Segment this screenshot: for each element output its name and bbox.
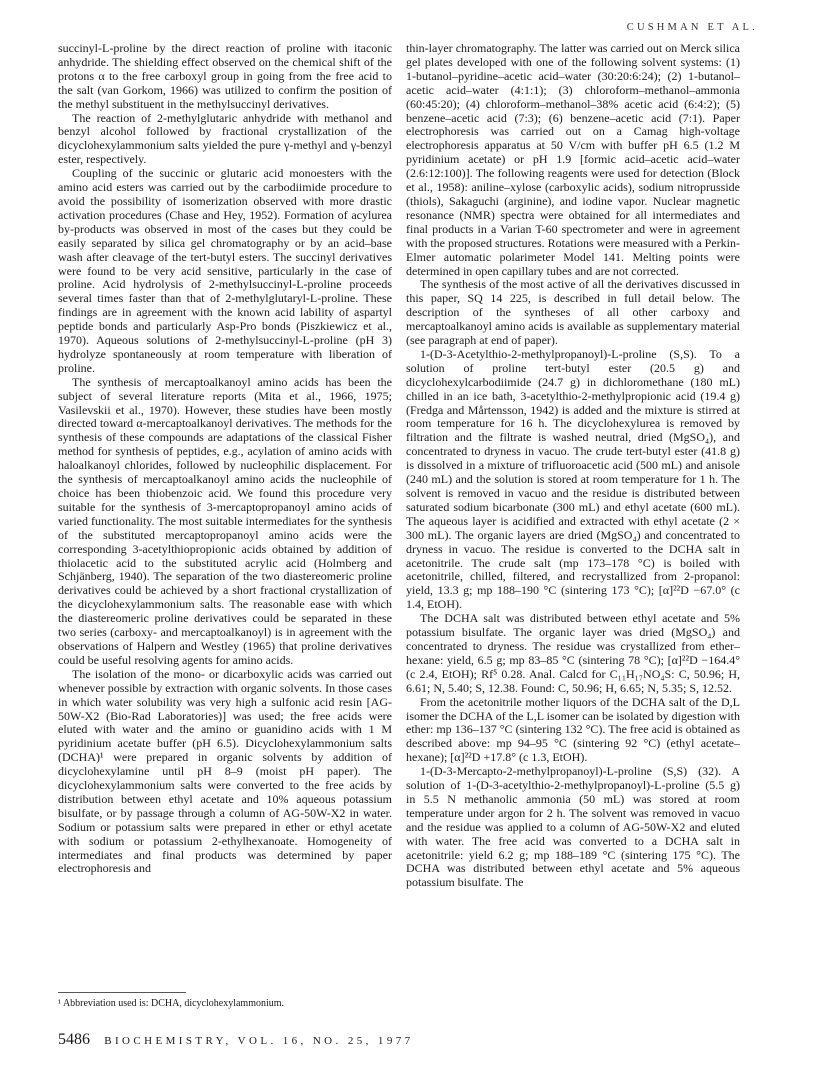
paragraph: The DCHA salt was distributed between ethyl acetate and 5% potassium bisulfate. The organic layer was dried (MgSO₄) and concentrated to dryness. The residue was crystallized from ether–hexane: yield, 6.5 g; mp 83–85 °C (sintering 78 °C); [α]²²D −164.4° (c 2.4, EtOH); Rf⁵ 0.28. Anal. Calcd for C₁₁H₁₇NO₄S: C, 50.96; H, 6.61; N, 5.40; S, 12.38. Found: C, 50.96; H, 6.65; N, 5.35; S, 12.52.	[406, 611, 740, 695]
paragraph: From the acetonitrile mother liquors of the DCHA salt of the D,L isomer the DCHA of the L,L isomer can be isolated by digestion with ether: mp 136–137 °C (sintering 132 °C). The free acid is obtained as described above: mp 94–95 °C (sintering 92 °C) (ethyl acetate–hexane); [α]²²D +17.8° (c 1.3, EtOH).	[406, 694, 740, 765]
footnote-divider	[58, 992, 186, 993]
journal-citation: BIOCHEMISTRY, VOL. 16, NO. 25, 1977	[104, 1035, 414, 1047]
paragraph: The reaction of 2-methylglutaric anhydride with methanol and benzyl alcohol followed by fractional crystallization of the dicyclohexylammonium salts yielded the pure γ-methyl and γ-benzyl ester, respectively.	[58, 110, 392, 167]
running-head: CUSHMAN ET AL.	[626, 22, 758, 33]
left-column	[58, 42, 392, 876]
footnote: ¹ Abbreviation used is: DCHA, dicyclohexylammonium.	[58, 998, 285, 1009]
paragraph: The isolation of the mono- or dicarboxylic acids was carried out whenever possible by extraction with organic solvents. In those cases in which water solubility was very high a sulfonic acid resin [AG-50W-X2 (Bio-Rad Laboratories)] was used; the free acids were eluted with water and the amino or guanidino acids with 1 M pyridinium acetate buffer (pH 6.5). Dicyclohexylammonium salts (DCHA)¹ were prepared in organic solvents by addition of dicyclohexylamine until pH 8–9 (moist pH paper). The dicyclohexylammonium salts were converted to the free acids by distribution between ethyl acetate and 10% aqueous potassium bisulfate, or by passage through a column of AG-50W-X2 in water. Sodium or potassium salts were prepared in ether or ethyl acetate with sodium or potassium 2-ethylhexanoate. Homogeneity of intermediates and final products was determined by paper electrophoresis and	[58, 666, 392, 876]
paragraph: Coupling of the succinic or glutaric acid monoesters with the amino acid esters was carried out by the carbodiimide procedure to avoid the possibility of isomerization observed with more drastic activation procedures (Chase and Hey, 1952). Formation of acylurea by-products was observed in most of the cases but they could be easily separated by silica gel chromatography or by an acid–base wash after cleavage of the tert-butyl esters. The succinyl derivatives were found to be very acid sensitive, particularly in the case of proline. Acid hydrolysis of 2-methylsuccinyl-L-proline proceeds several times faster than that of 2-methylglutaryl-L-proline. These findings are in agreement with the known acid lability of aspartyl peptide bonds and particularly Asp-Pro bonds (Piszkiewicz et al., 1970). Aqueous solutions of 2-methylsuccinyl-L-proline (pH 3) hydrolyze spontaneously at room temperature with liberation of proline.	[58, 166, 392, 375]
page-footer	[58, 1031, 414, 1049]
paragraph: The synthesis of mercaptoalkanoyl amino acids has been the subject of several literature reports (Mita et al., 1966, 1975; Vasilevskii et al., 1970). However, these studies have been mostly directed toward α-mercaptoalkanoyl derivatives. The methods for the synthesis of these compounds are adaptations of the classical Fisher method for synthesis of peptides, e.g., acylation of amino acids with haloalkanoyl chlorides, followed by nucleophilic displacement. For the synthesis of mercaptoalkanoyl amino acids the nucleophile of choice has been thiobenzoic acid. We found this procedure very suitable for the synthesis of 3-mercaptopropanoyl amino acids of varied functionality. The most suitable intermediates for the synthesis of the substituted mercaptopropanoyl amino acids were the corresponding 3-acetylthiopropionic acids obtained by addition of thiolacetic acid to the substituted acrylic acid (Holmberg and Schjänberg, 1940). The separation of the two diastereomeric proline derivatives could be achieved by a short fractional crystallization of the dicyclohexylammonium salts. The reasonable ease with which the diastereomeric proline derivatives could be separated in these two series (carboxy- and mercaptoalkanoyl) is in agreement with the observations of Halpern and Westley (1965) that proline derivatives could be useful resolving agents for amino acids.	[58, 374, 392, 667]
paragraph: succinyl-L-proline by the direct reaction of proline with itaconic anhydride. The shielding effect observed on the chemical shift of the protons α to the free carboxyl group in going from the free acid to the salt (van Gorkom, 1966) was utilized to confirm the position of the methyl substituent in the methylsuccinyl derivatives.	[58, 41, 392, 111]
paragraph: The synthesis of the most active of all the derivatives discussed in this paper, SQ 14 225, is described in full detail below. The description of the syntheses of all other carboxy and mercaptoalkanoyl amino acids is available as supplementary material (see paragraph at end of paper).	[406, 277, 740, 348]
right-column	[406, 42, 740, 890]
paragraph: 1-(D-3-Acetylthio-2-methylpropanoyl)-L-proline (S,S). To a solution of proline tert-butyl ester (20.5 g) and dicyclohexylcarbodiimide (24.7 g) in dichloromethane (180 mL) chilled in an ice bath, 3-acetylthio-2-methylpropionic acid (19.4 g) (Fredga and Mårtensson, 1942) is added and the mixture is stirred at room temperature for 16 h. The dicyclohexylurea is removed by filtration and the filtrate is washed neutral, dried (MgSO₄), and concentrated to dryness in vacuo. The crude tert-butyl ester (41.8 g) is dissolved in a mixture of trifluoroacetic acid (500 mL) and anisole (240 mL) and the solution is stored at room temperature for 1 h. The solvent is removed in vacuo and the residue is distributed between saturated sodium bicarbonate (300 mL) and ethyl acetate (600 mL). The aqueous layer is acidified and extracted with ethyl acetate (2 × 300 mL). The organic layers are dried (MgSO₄) and concentrated to dryness in vacuo. The residue is converted to the DCHA salt in acetonitrile. The crude salt (mp 173–178 °C) is boiled with acetonitrile, chilled, filtered, and recrystallized from 2-propanol: yield, 13.3 g; mp 188–190 °C (sintering 173 °C); [α]²²D −67.0° (c 1.4, EtOH).	[406, 346, 740, 612]
paragraph: thin-layer chromatography. The latter was carried out on Merck silica gel plates developed with one of the following solvent systems: (1) 1-butanol–pyridine–acetic acid–water (30:20:6:24); (2) 1-butanol–acetic acid–water (4:1:1); (3) chloroform–methanol–ammonia (60:45:20); (4) chloroform–methanol–38% acetic acid (6:4:2); (5) benzene–acetic acid (7:3); (6) benzene–acetic acid (7:1). Paper electrophoresis was carried out on a Camag high-voltage electrophoresis apparatus at 50 V/cm with buffer pH 6.5 (1.2 M pyridinium acetate) or pH 1.9 [formic acid–acetic acid–water (2.6:12:100)]. The following reagents were used for detection (Block et al., 1958): aniline–xylose (carboxylic acids), sodium nitroprusside (thiols), Sakaguchi (arginine), and iodine vapor. Nuclear magnetic resonance (NMR) spectra were obtained for all intermediates and final products in a Varian T-60 spectrometer and were in agreement with the proposed structures. Rotations were measured with a Perkin-Elmer automatic polarimeter Model 141. Melting points were determined in open capillary tubes and are not corrected.	[406, 41, 740, 278]
paragraph: 1-(D-3-Mercapto-2-methylpropanoyl)-L-proline (S,S) (32). A solution of 1-(D-3-acetylthio-2-methylpropanoyl)-L-proline (5.5 g) in 5.5 N methanolic ammonia (50 mL) was stored at room temperature under argon for 2 h. The solvent was removed in vacuo and the residue was applied to a column of AG-50W-X2 and eluted with water. The free acid was converted to a DCHA salt in acetonitrile: yield 6.2 g; mp 188–189 °C (sintering 175 °C). The DCHA was distributed between ethyl acetate and 5% aqueous potassium bisulfate. The	[406, 764, 740, 890]
page-number: 5486	[58, 1031, 90, 1048]
